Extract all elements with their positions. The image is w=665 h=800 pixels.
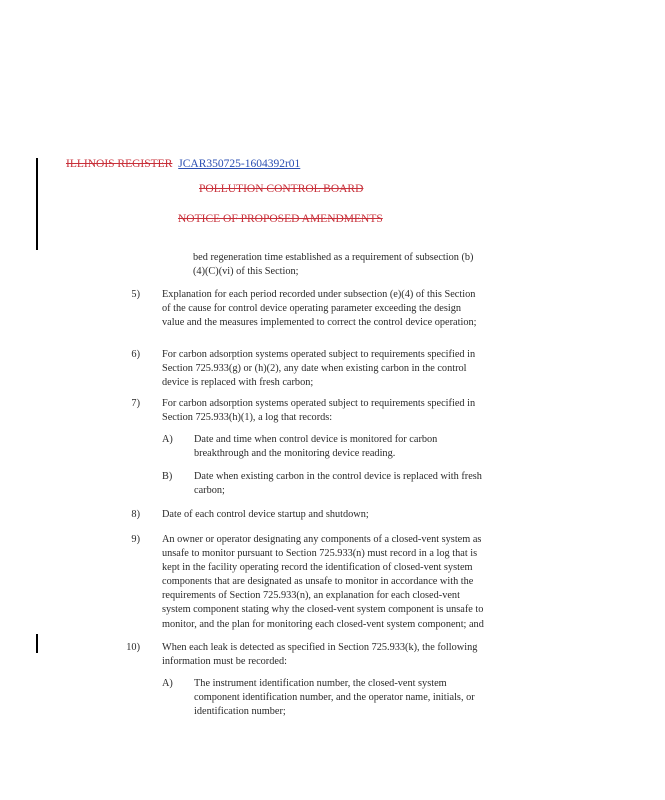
notice-title: NOTICE OF PROPOSED AMENDMENTS: [178, 213, 383, 225]
subitem-text: Date when existing carbon in the control device is replaced with fresh carbon;: [194, 471, 482, 497]
register-inserted-text: JCAR350725-1604392r01: [178, 158, 301, 170]
item-text: When each leak is detected as specified in Section 725.933(k), the following information must be recorded:: [162, 642, 478, 668]
board-title: POLLUTION CONTROL BOARD: [199, 183, 364, 195]
item-text: Explanation for each period recorded under subsection (e)(4) of this Section of the cause for control device operating parameter exceeding the design value and the measures implemented to correct the control device operation;: [162, 289, 477, 329]
subitem-text: Date and time when control device is monitored for carbon breakthrough and the monitoring device reading.: [194, 434, 438, 460]
subitem-letter: A): [162, 678, 173, 689]
item-number: 8): [131, 509, 140, 520]
item-number: 6): [131, 349, 140, 360]
item-text: For carbon adsorption systems operated subject to requirements specified in Section 725.933(h)(1), a log that records:: [162, 398, 476, 424]
register-header: [66, 158, 300, 170]
item-text: For carbon adsorption systems operated subject to requirements specified in Section 725.933(g) or (h)(2), any date when existing carbon in the control device is replaced with fresh carbon;: [162, 349, 476, 389]
item-text: An owner or operator designating any components of a closed-vent system as unsafe to monitor pursuant to Section 725.933(n) must record in a log that is kept in the facility operating record the identification of closed-vent system components that are designated as unsafe to monitor in accordance with the requirements of Section 725.933(n), an explanation for each closed-vent system component stating why the closed-vent system component is unsafe to monitor, and the plan for monitoring each closed-vent system component; and: [162, 534, 484, 630]
subitem-letter: B): [162, 471, 173, 482]
revision-bar: [36, 158, 38, 250]
subitem-text: The instrument identification number, the closed-vent system component identification number, and the operator name, initials, or identification number;: [194, 678, 475, 718]
revision-bar: [36, 634, 38, 653]
continuation-paragraph: bed regeneration time established as a requirement of subsection (b)(4)(C)(vi) of this Section;: [193, 252, 474, 278]
item-number: 7): [131, 398, 140, 409]
item-number: 9): [131, 534, 140, 545]
item-number: 5): [131, 289, 140, 300]
subitem-letter: A): [162, 434, 173, 445]
register-deleted-text: ILLINOIS REGISTER: [66, 158, 173, 170]
item-text: Date of each control device startup and shutdown;: [162, 509, 369, 520]
item-number: 10): [126, 642, 140, 653]
